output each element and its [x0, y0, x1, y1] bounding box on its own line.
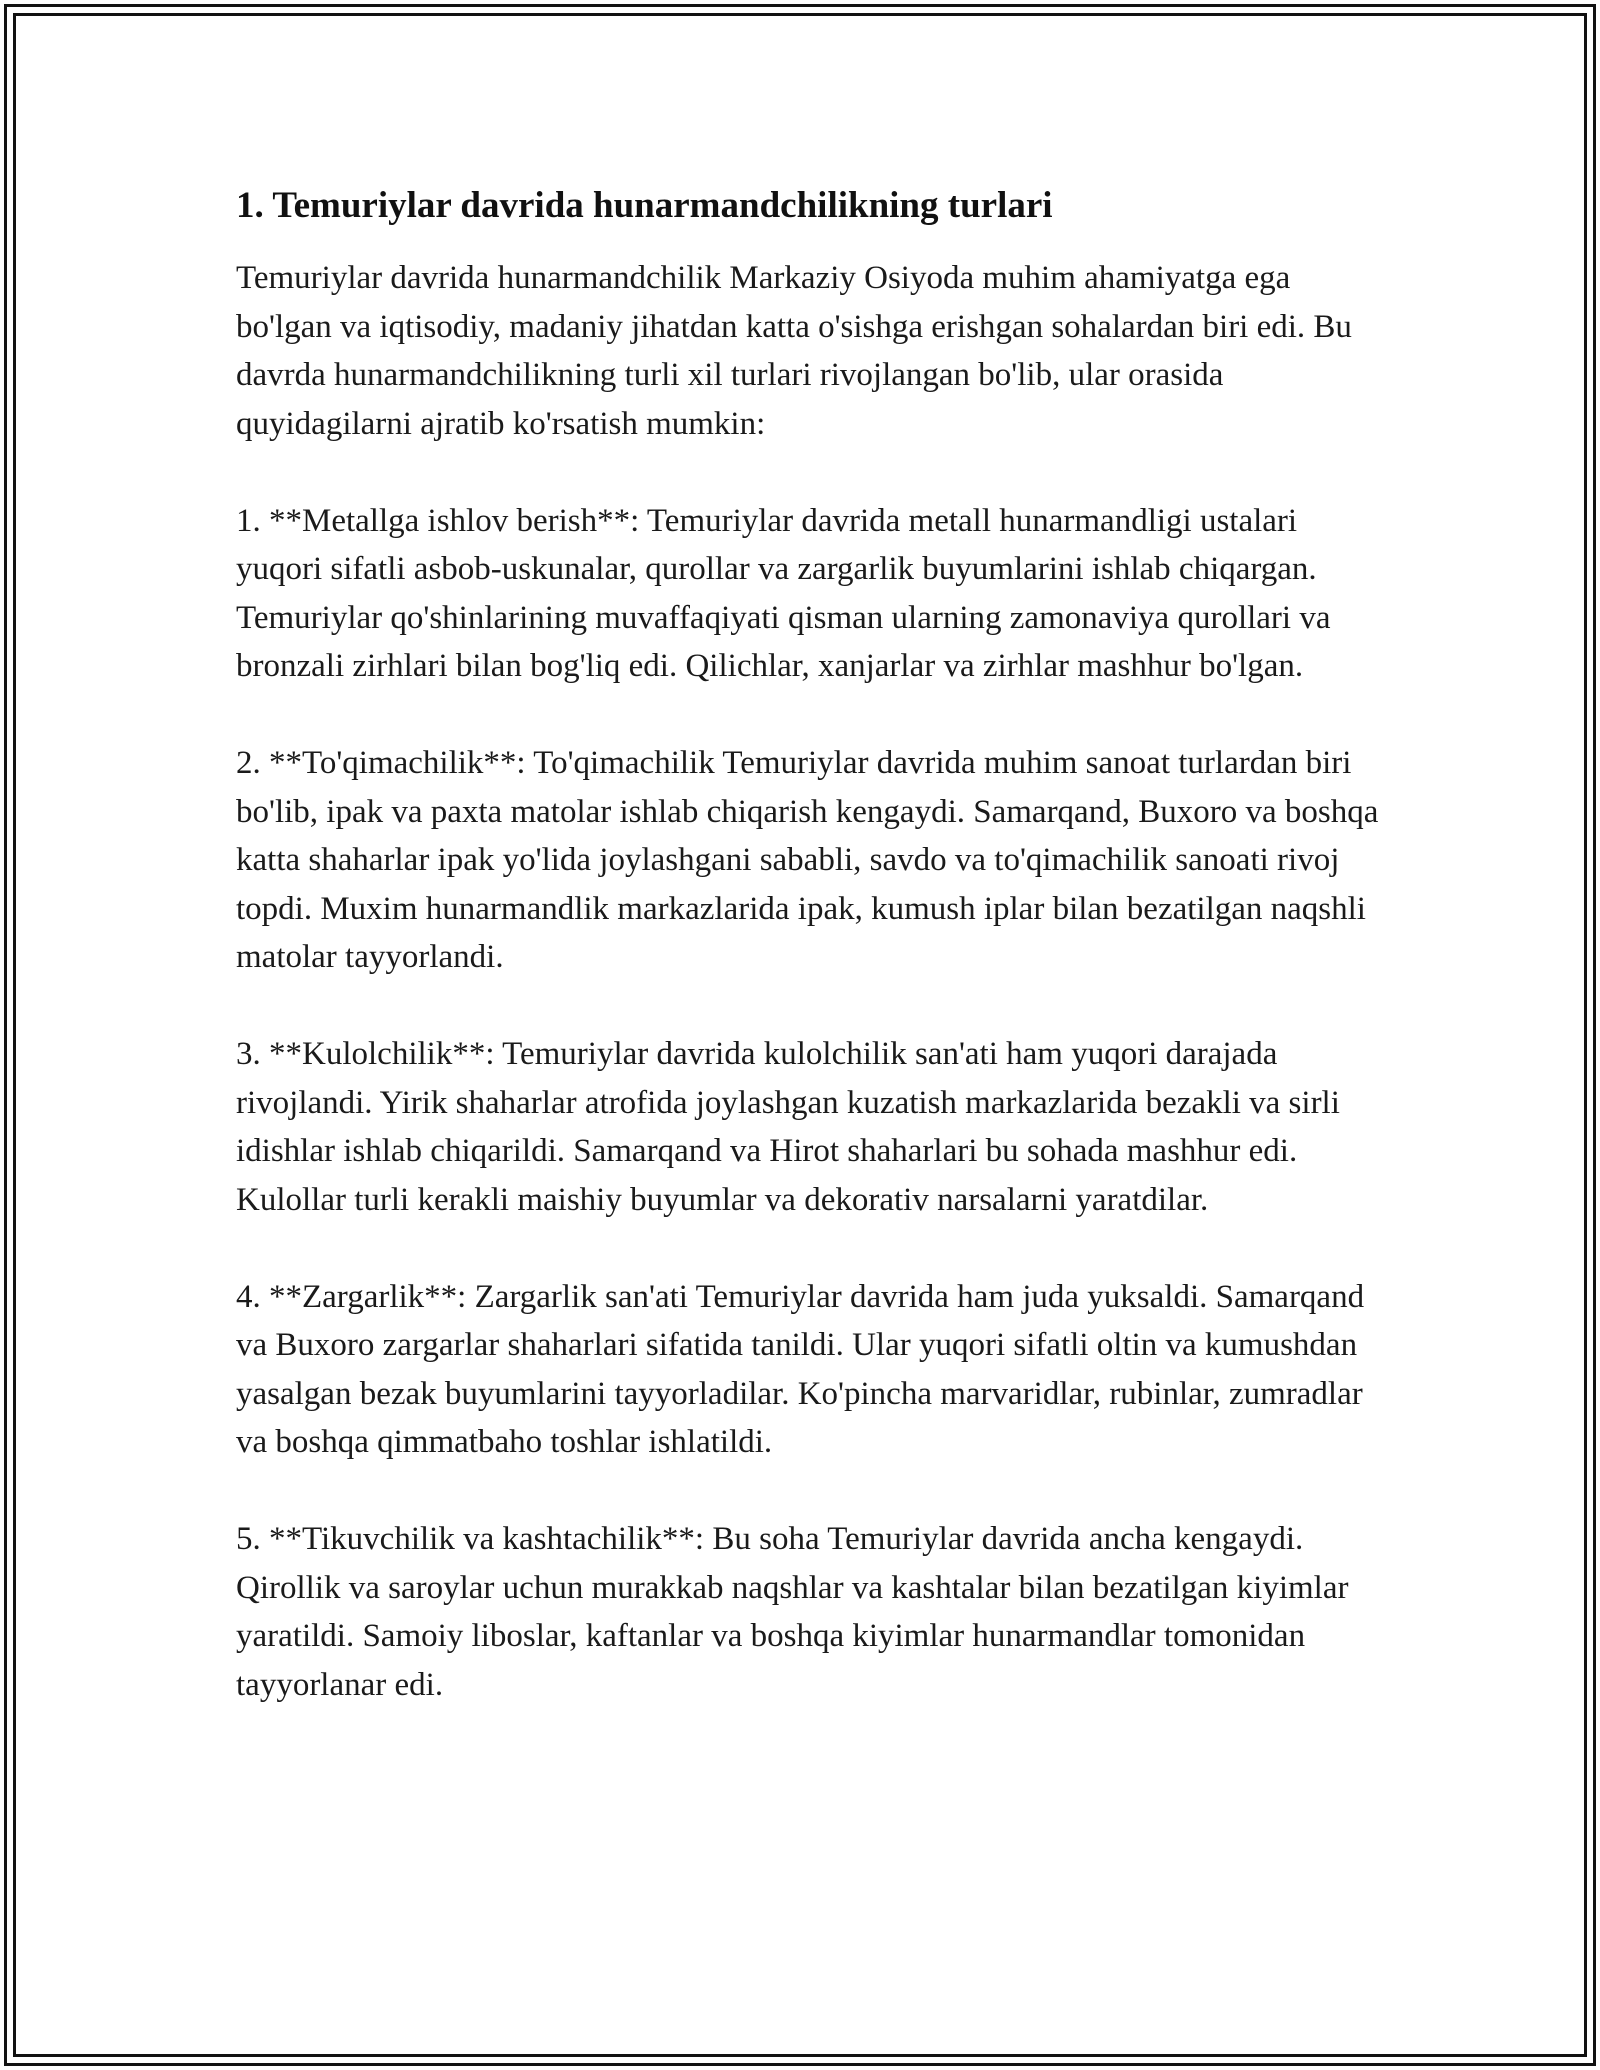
list-item-jewelry: 4. **Zargarlik**: Zargarlik san'ati Temuriylar davrida ham juda yuksaldi. Samarqand va Buxoro zargarlar shaharlari sifatida tanildi. Ular yuqori sifatli oltin va kumushdan yasalgan bezak buyumlarini tayyorladilar. Ko'pincha marvaridlar, rubinlar, zumradlar va boshqa qimmatbaho toshlar ishlatildi. — [236, 1278, 1365, 1460]
list-item-weaving: 2. **To'qimachilik**: To'qimachilik Temuriylar davrida muhim sanoat turlardan biri bo'lib, ipak va paxta matolar ishlab chiqarish kengaydi. Samarqand, Buxoro va boshqa katta shaharlar ipak yo'lida joylashgani sababli, savdo va to'qimachilik sanoati rivoj topdi. Muxim hunarmandlik markazlarida ipak, kumush iplar bilan bezatilgan naqshli matolar tayyorlandi. — [236, 745, 1379, 975]
intro-paragraph: Temuriylar davrida hunarmandchilik Markaziy Osiyoda muhim ahamiyatga ega bo'lgan va iqtisodiy, madaniy jihatdan katta o'sishga erishgan sohalardan biri edi. Bu davrda hunarmandchilikning turli xil turlari rivojlangan bo'lib, ular orasida quyidagilarni ajratib ko'rsatish mumkin: — [236, 260, 1352, 442]
document-title: 1. Temuriylar davrida hunarmandchilikning turlari — [236, 185, 1053, 226]
list-item-pottery: 3. **Kulolchilik**: Temuriylar davrida kulolchilik san'ati ham yuqori darajada rivojlandi. Yirik shaharlar atrofida joylashgan kuzatish markazlarida bezakli va sirli idishlar ishlab chiqarildi. Samarqand va Hirot shaharlari bu sohada mashhur edi. Kulollar turli kerakli maishiy buyumlar va dekorativ narsalarni yaratdilar. — [236, 1036, 1340, 1218]
list-item-metalwork: 1. **Metallga ishlov berish**: Temuriylar davrida metall hunarmandligi ustalari yuqori sifatli asbob-uskunalar, qurollar va zargarlik buyumlarini ishlab chiqargan. Temuriylar qo'shinlarining muvaffaqiyati qisman ularning zamonaviya qurollari va bronzali zirhlari bilan bog'liq edi. Qilichlar, xanjarlar va zirhlar mashhur bo'lgan. — [236, 502, 1331, 684]
document-body — [236, 182, 1381, 1758]
list-item-sewing-embroidery: 5. **Tikuvchilik va kashtachilik**: Bu soha Temuriylar davrida ancha kengaydi. Qirollik va saroylar uchun murakkab naqshlar va kashtalar bilan bezatilgan kiyimlar yaratildi. Samoiy liboslar, kaftanlar va boshqa kiyimlar hunarmandlar tomonidan tayyorlanar edi. — [236, 1521, 1349, 1703]
